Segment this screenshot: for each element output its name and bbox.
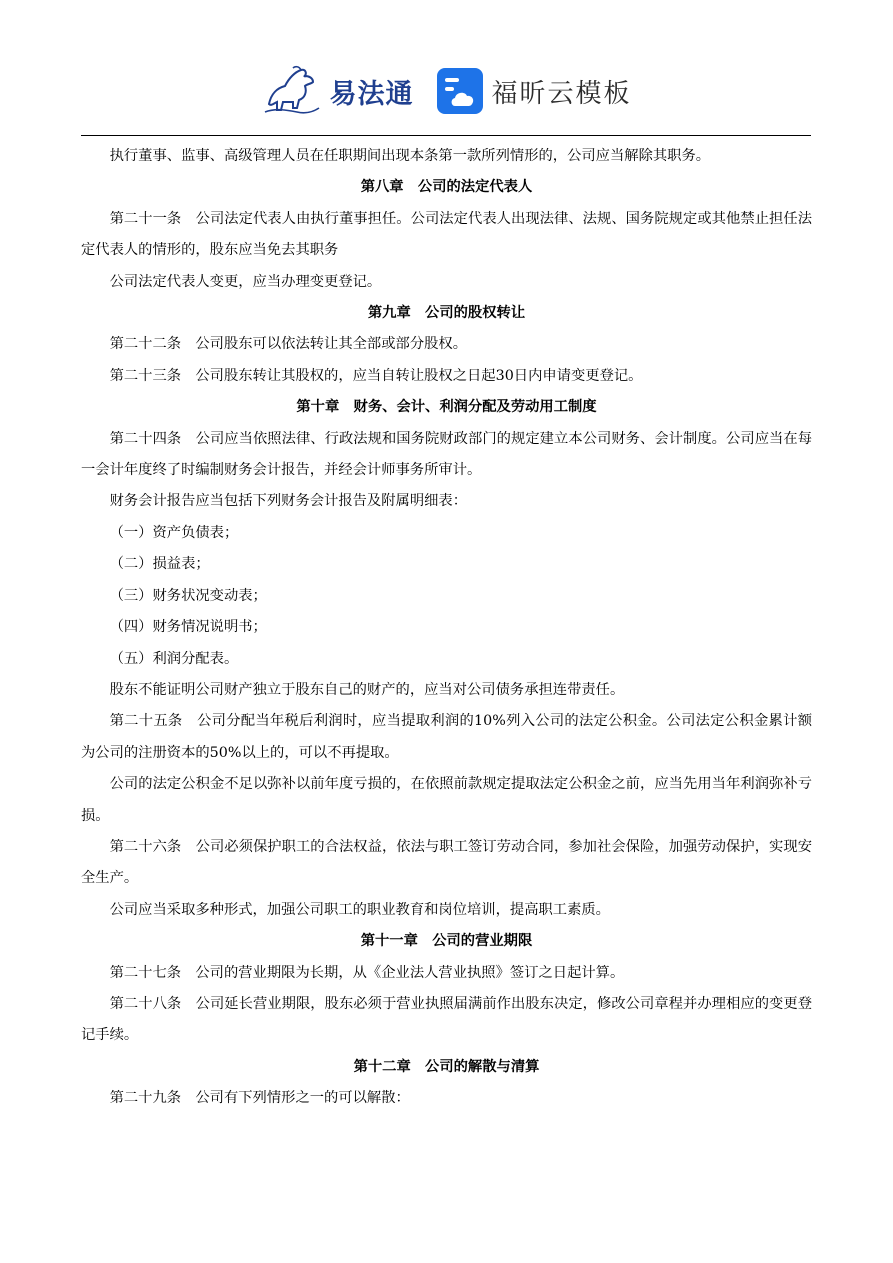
paragraph: 第二十五条 公司分配当年税后利润时，应当提取利润的10%列入公司的法定公积金。公司法定公积金累计额为公司的注册资本的50%以上的，可以不再提取。	[81, 713, 812, 761]
paragraph: 第二十六条 公司必须保护职工的合法权益，依法与职工签订劳动合同，参加社会保险，加强劳动保护，实现安全生产。	[81, 838, 812, 887]
paragraph: （五）利润分配表。	[109, 650, 239, 667]
paragraph: 第二十八条 公司延长营业期限，股东必须于营业执照届满前作出股东决定，修改公司章程并办理相应的变更登记手续。	[81, 995, 812, 1044]
paragraph: 第二十四条 公司应当依照法律、行政法规和国务院财政部门的规定建立本公司财务、会计制度。公司应当在每一会计年度终了时编制财务会计报告，并经会计师事务所审计。	[81, 430, 812, 479]
paragraph: （四）财务情况说明书；	[109, 619, 267, 636]
paragraph: 第二十九条 公司有下列情形之一的可以解散：	[109, 1090, 410, 1107]
paragraph: （二）损益表；	[109, 556, 210, 573]
chapter-heading: 第十一章 公司的营业期限	[360, 933, 533, 950]
paragraph: 第二十三条 公司股东转让其股权的，应当自转让股权之日起30日内申请变更登记。	[109, 367, 643, 384]
brand-name-1: 易法通	[329, 78, 414, 110]
paragraph: 第二十七条 公司的营业期限为长期，从《企业法人营业执照》签订之日起计算。	[109, 964, 625, 981]
paragraph: （三）财务状况变动表；	[109, 587, 267, 604]
header-divider	[81, 135, 811, 136]
paragraph: （一）资产负债表；	[109, 524, 239, 541]
paragraph: 公司法定代表人变更，应当办理变更登记。	[109, 273, 382, 290]
cloud-document-icon	[435, 66, 485, 116]
chapter-heading: 第九章 公司的股权转让	[367, 305, 526, 322]
paragraph: 执行董事、监事、高级管理人员在任职期间出现本条第一款所列情形的，公司应当解除其职务。	[109, 148, 711, 164]
paragraph: 财务会计报告应当包括下列财务会计报告及附属明细表：	[109, 493, 468, 510]
foxit-logo	[435, 66, 631, 116]
document-body	[81, 141, 812, 1115]
paragraph: 股东不能证明公司财产独立于股东自己的财产的，应当对公司债务承担连带责任。	[109, 681, 625, 698]
horse-logo-icon	[261, 64, 323, 118]
paragraph: 公司的法定公积金不足以弥补以前年度亏损的，在依照前款规定提取法定公积金之前，应当先用当年利润弥补亏损。	[81, 776, 812, 824]
paragraph: 第二十一条 公司法定代表人由执行董事担任。公司法定代表人出现法律、法规、国务院规定或其他禁止担任法定代表人的情形的，股东应当免去其职务	[81, 210, 812, 259]
page-header	[0, 56, 893, 126]
brand-name-2: 福昕云模板	[491, 78, 632, 109]
paragraph: 第二十二条 公司股东可以依法转让其全部或部分股权。	[109, 336, 468, 353]
chapter-heading: 第十章 财务、会计、利润分配及劳动用工制度	[296, 399, 597, 416]
chapter-heading: 第八章 公司的法定代表人	[360, 179, 533, 196]
yifatong-logo	[261, 64, 413, 118]
paragraph: 公司应当采取多种形式，加强公司职工的职业教育和岗位培训，提高职工素质。	[109, 901, 610, 918]
chapter-heading: 第十二章 公司的解散与清算	[353, 1058, 540, 1075]
